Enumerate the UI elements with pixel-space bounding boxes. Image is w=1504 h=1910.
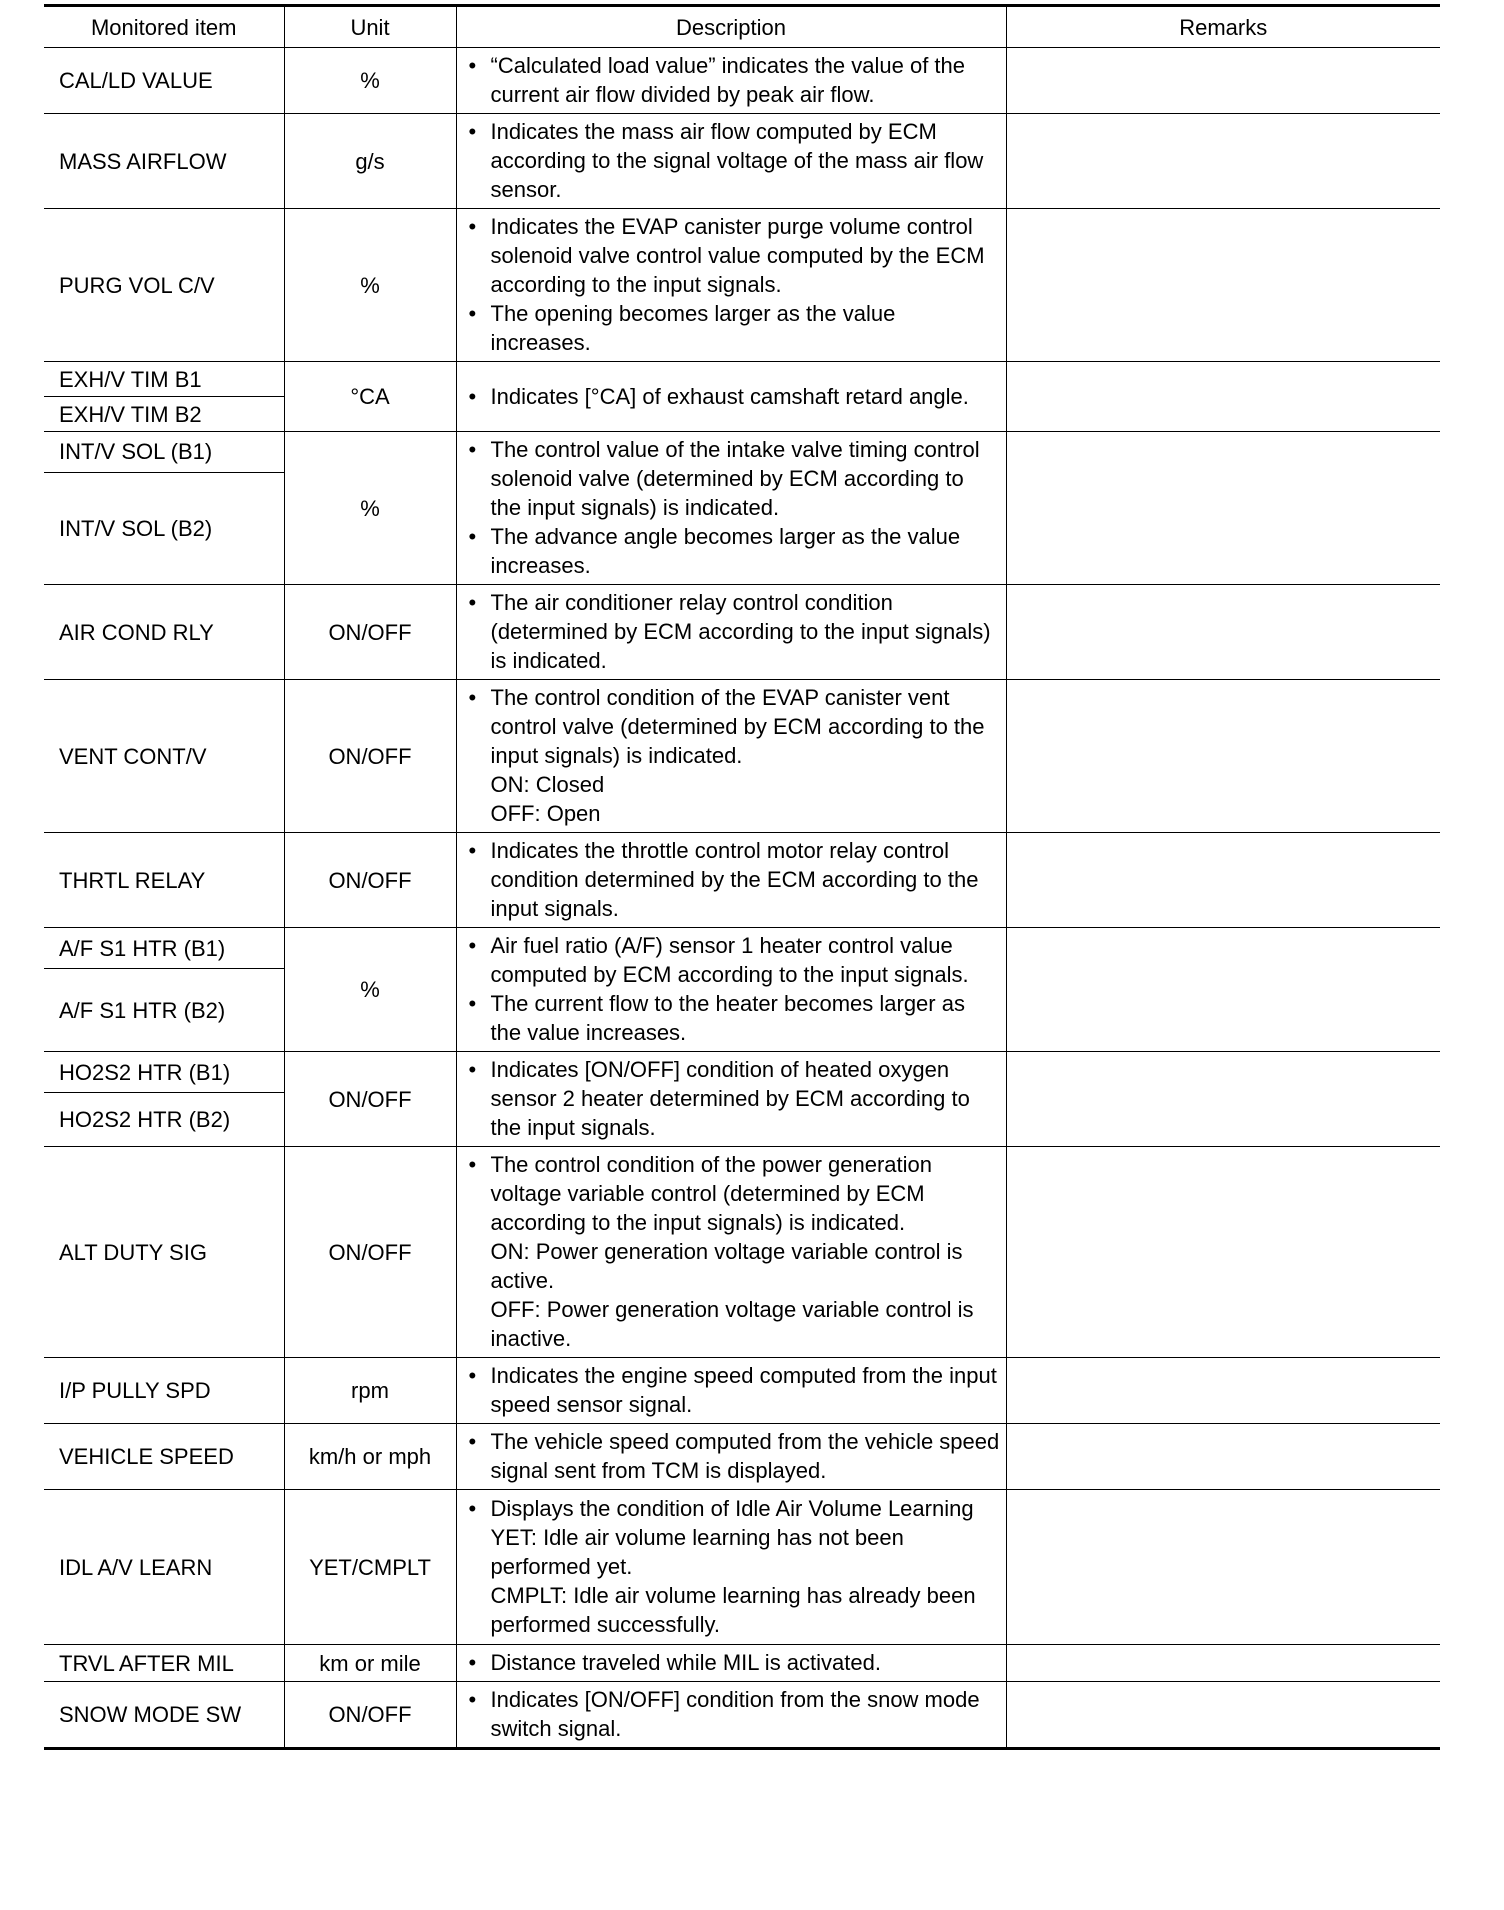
bullet-icon: • [468,1687,477,1712]
description-bullet-item [469,588,1000,675]
unit-cell: ON/OFF [284,585,456,680]
description-bullet-item [469,989,1000,1047]
bullet-icon: • [468,437,477,462]
description-note [469,1523,1000,1581]
bullet-icon: • [468,53,477,78]
header-monitored-item: Monitored item [44,6,284,48]
bullet-icon: • [468,1363,477,1388]
remarks-cell [1006,48,1440,114]
unit-cell: rpm [284,1358,456,1424]
bullet-icon: • [468,933,477,958]
table-row [44,833,1440,928]
description-note [469,799,1000,828]
description-note [469,1237,1000,1295]
table-row [44,680,1440,833]
description-cell [456,432,1006,585]
description-bullet-item [469,931,1000,989]
description-bullet-item [469,382,1000,411]
remarks-cell [1006,1147,1440,1358]
description-cell [456,680,1006,833]
bullet-icon: • [468,1057,477,1082]
description-cell [456,1682,1006,1749]
description-text: The control value of the intake valve timing control solenoid valve (determined by ECM according to the input signals) is indicated. [490,437,980,520]
description-note [469,1581,1000,1639]
description-text: The control condition of the EVAP canister vent control valve (determined by ECM according to the input signals) is indicated. [490,685,985,768]
unit-cell: % [284,432,456,585]
description-bullet-item [469,1055,1000,1142]
bullet-icon: • [468,383,477,409]
unit-cell: km/h or mph [284,1424,456,1490]
bullet-icon: • [468,685,477,710]
table-row [44,928,1440,969]
description-note [469,1295,1000,1353]
remarks-cell [1006,1682,1440,1749]
monitored-item-cell: INT/V SOL (B2) [44,472,284,584]
table-row [44,1682,1440,1749]
description-bullet-item [469,1427,1000,1485]
description-cell [456,1490,1006,1645]
table-row [44,209,1440,362]
monitored-item-cell: VEHICLE SPEED [44,1424,284,1490]
monitored-item-cell: CAL/LD VALUE [44,48,284,114]
description-cell [456,1052,1006,1147]
description-bullet-item [469,683,1000,770]
description-text: YET: Idle air volume learning has not been performed yet. [490,1525,904,1579]
description-cell [456,362,1006,432]
monitored-item-cell: A/F S1 HTR (B1) [44,928,284,969]
description-bullet-item [469,522,1000,580]
description-text: ON: Power generation voltage variable control is active. [490,1239,963,1293]
remarks-cell [1006,1490,1440,1645]
description-bullet-item [469,212,1000,299]
description-text: Indicates [ON/OFF] condition from the snow mode switch signal. [490,1687,980,1741]
remarks-cell [1006,362,1440,432]
remarks-cell [1006,1052,1440,1147]
description-bullet-item [469,117,1000,204]
description-bullet-item [469,51,1000,109]
unit-cell: ON/OFF [284,1147,456,1358]
table-body [44,48,1440,1749]
table-row [44,1490,1440,1645]
bullet-icon: • [468,1429,477,1454]
bullet-icon: • [468,1152,477,1177]
monitored-item-cell: I/P PULLY SPD [44,1358,284,1424]
description-cell [456,585,1006,680]
monitored-item-cell: VENT CONT/V [44,680,284,833]
description-text: CMPLT: Idle air volume learning has already been performed successfully. [490,1583,976,1637]
monitored-item-cell: TRVL AFTER MIL [44,1645,284,1682]
description-text: Indicates [°CA] of exhaust camshaft retard angle. [490,383,969,409]
description-cell [456,1645,1006,1682]
header-description: Description [456,6,1006,48]
remarks-cell [1006,1645,1440,1682]
table-row [44,1358,1440,1424]
unit-cell: % [284,48,456,114]
monitored-item-cell: SNOW MODE SW [44,1682,284,1749]
table-row [44,1424,1440,1490]
monitored-item-cell: PURG VOL C/V [44,209,284,362]
unit-cell: ON/OFF [284,833,456,928]
unit-cell: km or mile [284,1645,456,1682]
description-text: Indicates the EVAP canister purge volume control solenoid valve control value computed by the ECM according to the input signals. [490,214,985,297]
description-text: The control condition of the power generation voltage variable control (determined by ECM according to the input signals) is indicated. [490,1152,933,1235]
description-cell [456,1147,1006,1358]
description-cell [456,114,1006,209]
description-text: Indicates the engine speed computed from the input speed sensor signal. [490,1363,997,1417]
description-cell [456,209,1006,362]
description-text: “Calculated load value” indicates the value of the current air flow divided by peak air flow. [490,53,966,107]
description-bullet-item [469,299,1000,357]
bullet-icon: • [468,301,477,326]
description-text: OFF: Power generation voltage variable control is inactive. [490,1297,974,1351]
remarks-cell [1006,1424,1440,1490]
table-header-row [44,6,1440,48]
description-cell [456,48,1006,114]
remarks-cell [1006,1358,1440,1424]
remarks-cell [1006,209,1440,362]
description-text: The opening becomes larger as the value increases. [490,301,896,355]
table-row [44,1052,1440,1093]
table-row [44,1645,1440,1682]
monitored-item-cell: EXH/V TIM B1 [44,362,284,397]
table-row [44,585,1440,680]
description-bullet-item [469,1648,1000,1677]
remarks-cell [1006,680,1440,833]
description-bullet-item [469,435,1000,522]
description-text: The advance angle becomes larger as the value increases. [490,524,961,578]
remarks-cell [1006,585,1440,680]
description-bullet-item [469,1361,1000,1419]
remarks-cell [1006,928,1440,1052]
bullet-icon: • [468,119,477,144]
description-text: OFF: Open [490,801,601,826]
description-bullet-item [469,1150,1000,1237]
monitor-item-table [44,4,1440,1750]
description-text: Indicates the mass air flow computed by ECM according to the signal voltage of the mass air flow sensor. [490,119,984,202]
unit-cell: g/s [284,114,456,209]
remarks-cell [1006,114,1440,209]
description-cell [456,1424,1006,1490]
unit-cell: ON/OFF [284,1052,456,1147]
monitored-item-cell: HO2S2 HTR (B2) [44,1093,284,1147]
remarks-cell [1006,432,1440,585]
description-text: Indicates the throttle control motor relay control condition determined by the ECM according to the input signals. [490,838,979,921]
remarks-cell [1006,833,1440,928]
monitored-item-cell: MASS AIRFLOW [44,114,284,209]
header-remarks: Remarks [1006,6,1440,48]
table-row [44,432,1440,473]
monitored-item-cell: IDL A/V LEARN [44,1490,284,1645]
unit-cell: °CA [284,362,456,432]
header-unit: Unit [284,6,456,48]
table-row [44,48,1440,114]
table-row [44,362,1440,397]
bullet-icon: • [468,1650,477,1675]
description-text: Indicates [ON/OFF] condition of heated oxygen sensor 2 heater determined by ECM according to the input signals. [490,1057,970,1140]
table-row [44,1147,1440,1358]
monitored-item-cell: A/F S1 HTR (B2) [44,969,284,1052]
bullet-icon: • [468,590,477,615]
unit-cell: ON/OFF [284,680,456,833]
monitored-item-cell: ALT DUTY SIG [44,1147,284,1358]
bullet-icon: • [468,991,477,1016]
unit-cell: YET/CMPLT [284,1490,456,1645]
bullet-icon: • [468,214,477,239]
description-cell [456,1358,1006,1424]
description-text: ON: Closed [490,772,605,797]
description-text: The vehicle speed computed from the vehicle speed signal sent from TCM is displayed. [490,1429,1000,1483]
description-cell [456,833,1006,928]
description-bullet-item [469,836,1000,923]
monitored-item-cell: THRTL RELAY [44,833,284,928]
bullet-icon: • [468,1496,477,1521]
unit-cell: % [284,209,456,362]
description-text: Displays the condition of Idle Air Volume Learning [490,1496,974,1521]
description-bullet-item [469,1685,1000,1743]
monitored-item-cell: AIR COND RLY [44,585,284,680]
description-bullet-item [469,1494,1000,1523]
description-text: Distance traveled while MIL is activated. [490,1650,881,1675]
description-text: The air conditioner relay control condition (determined by ECM according to the input signals) is indicated. [490,590,991,673]
bullet-icon: • [468,838,477,863]
monitored-item-cell: EXH/V TIM B2 [44,397,284,432]
description-cell [456,928,1006,1052]
unit-cell: ON/OFF [284,1682,456,1749]
description-text: The current flow to the heater becomes larger as the value increases. [490,991,965,1045]
description-note [469,770,1000,799]
monitored-item-cell: INT/V SOL (B1) [44,432,284,473]
monitored-item-cell: HO2S2 HTR (B1) [44,1052,284,1093]
table-row [44,114,1440,209]
bullet-icon: • [468,524,477,549]
description-text: Air fuel ratio (A/F) sensor 1 heater control value computed by ECM according to the input signals. [490,933,969,987]
unit-cell: % [284,928,456,1052]
